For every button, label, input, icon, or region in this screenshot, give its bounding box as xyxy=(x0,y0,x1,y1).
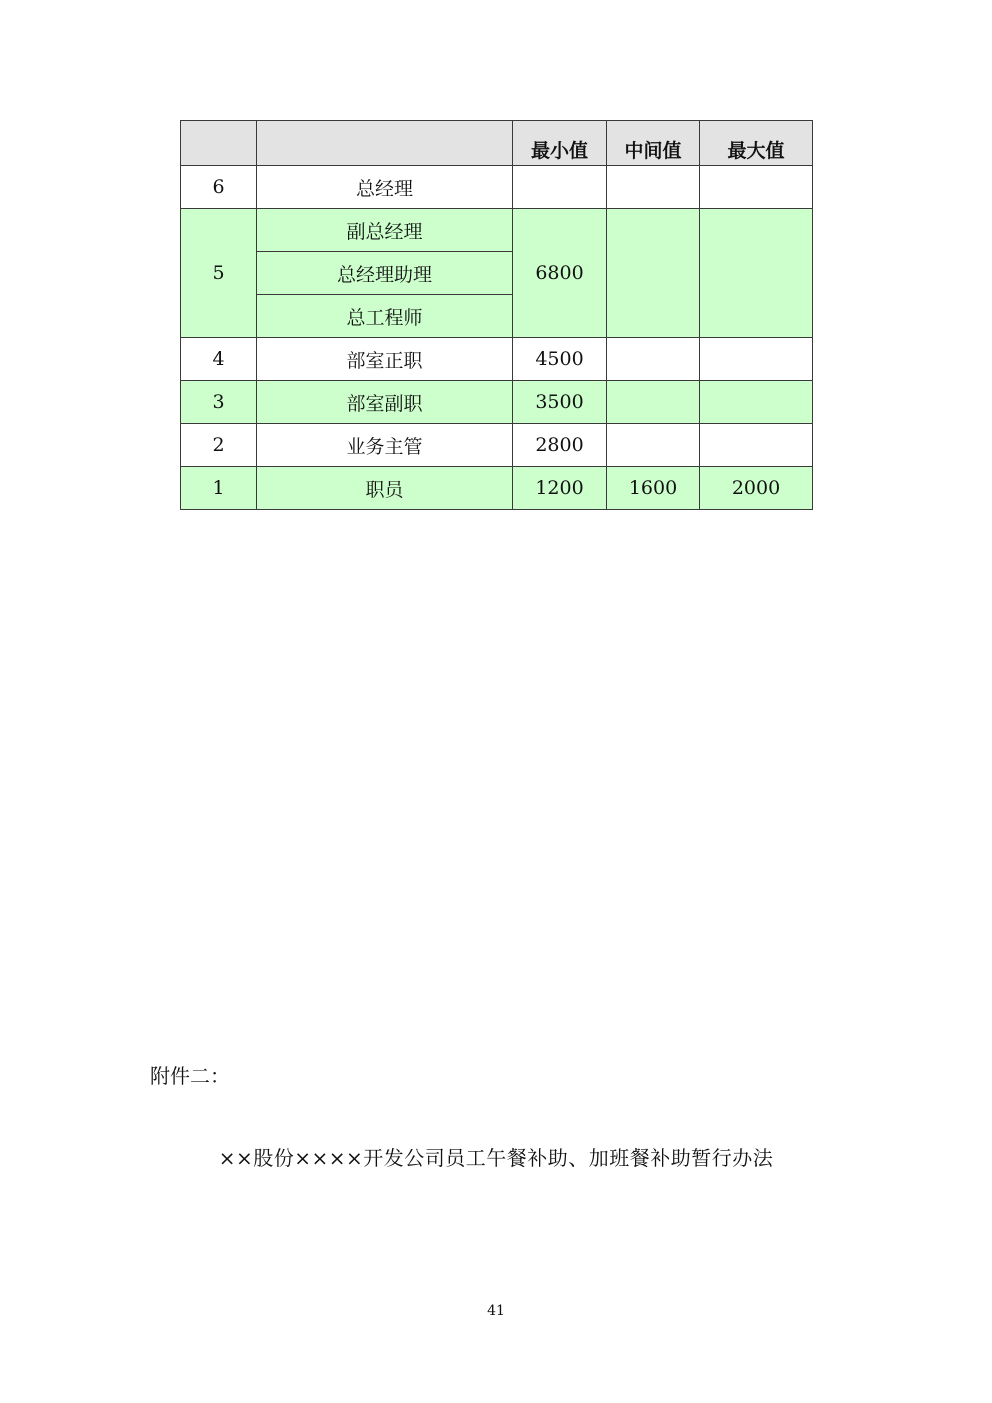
document-title: ××股份××××开发公司员工午餐补助、加班餐补助暂行办法 xyxy=(218,1146,774,1170)
min-cell: 4500 xyxy=(513,338,607,381)
mid-cell xyxy=(607,209,700,338)
max-cell xyxy=(700,381,813,424)
level-cell: 4 xyxy=(181,338,257,381)
min-cell: 3500 xyxy=(513,381,607,424)
table-row xyxy=(181,424,813,467)
position-cell: 副总经理 xyxy=(257,209,513,252)
level-cell: 3 xyxy=(181,381,257,424)
max-cell: 2000 xyxy=(700,467,813,510)
level-cell: 2 xyxy=(181,424,257,467)
max-cell xyxy=(700,424,813,467)
table-header-row xyxy=(181,121,813,166)
max-cell xyxy=(700,209,813,338)
mid-cell xyxy=(607,338,700,381)
min-cell: 2800 xyxy=(513,424,607,467)
min-cell: 1200 xyxy=(513,467,607,510)
mid-cell: 1600 xyxy=(607,467,700,510)
position-cell: 总经理助理 xyxy=(257,252,513,295)
header-max: 最大值 xyxy=(700,121,813,166)
max-cell xyxy=(700,338,813,381)
salary-band-table xyxy=(180,120,813,510)
position-cell: 总经理 xyxy=(257,166,513,209)
mid-cell xyxy=(607,166,700,209)
table-row xyxy=(181,209,813,252)
header-mid: 中间值 xyxy=(607,121,700,166)
attachment-label: 附件二： xyxy=(150,1064,230,1088)
position-cell: 部室正职 xyxy=(257,338,513,381)
position-cell: 业务主管 xyxy=(257,424,513,467)
table-row xyxy=(181,467,813,510)
page-number: 41 xyxy=(487,1303,505,1319)
position-cell: 部室副职 xyxy=(257,381,513,424)
header-position xyxy=(257,121,513,166)
header-level xyxy=(181,121,257,166)
max-cell xyxy=(700,166,813,209)
min-cell: 6800 xyxy=(513,209,607,338)
header-min: 最小值 xyxy=(513,121,607,166)
min-cell xyxy=(513,166,607,209)
position-cell: 职员 xyxy=(257,467,513,510)
table-row xyxy=(181,166,813,209)
table-row xyxy=(181,381,813,424)
mid-cell xyxy=(607,424,700,467)
position-cell: 总工程师 xyxy=(257,295,513,338)
level-cell: 5 xyxy=(181,209,257,338)
level-cell: 6 xyxy=(181,166,257,209)
mid-cell xyxy=(607,381,700,424)
level-cell: 1 xyxy=(181,467,257,510)
table-row xyxy=(181,338,813,381)
